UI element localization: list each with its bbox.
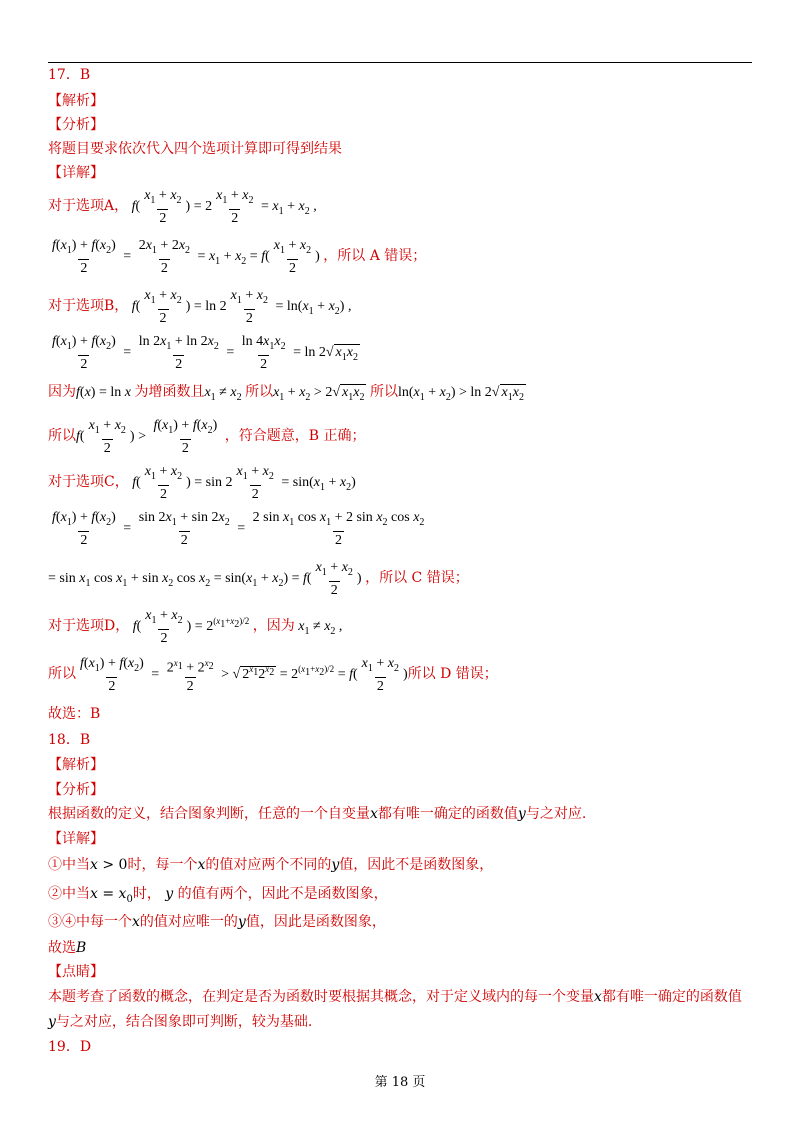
suoyi-1: 所以: [245, 384, 274, 400]
q17-choose: 故选：B: [48, 706, 101, 722]
q17-xiangjie: 【详解】: [48, 165, 104, 181]
q17-optA-line2: $\frac{f(x_1) + f(x_2)}{2}$ = $\frac{2x_1 + 2x_2}{2}$ = $x_1 + x_2 = f$( $\frac{x_1 + x_2}{2}$ ) ，所以 A 错误；: [52, 238, 427, 276]
suoyi-2: 所以: [369, 384, 398, 400]
optB-prefix: 对于选项B，: [48, 298, 129, 315]
q18-item1: ①中当x > 0时，每一个x的值对应两个不同的y值，因此不是函数图象，: [48, 857, 494, 873]
q17-fenxi-text: 将题目要求依次代入四个选项计算即可得到结果: [48, 141, 342, 157]
top-rule: [48, 62, 752, 63]
item2-a: ②中当: [48, 886, 90, 902]
q18-fenxi: 【分析】: [48, 782, 104, 798]
q17-optB-line3: 因为f(x) = ln x 为增函数且$x_1 \ne x_2$ 所以$x_1 + x_2 > 2√$ $x_1x_2$ 所以$\ln(x_1 + x_2) > \ln 2√$ $x_1x_2$: [48, 384, 524, 403]
optD-suffix: 所以 D 错误；: [407, 666, 498, 683]
item2-b: 时，: [132, 886, 161, 902]
q18-fenxi-1: 根据函数的定义，结合图象判断，任意的一个自变量: [48, 806, 370, 822]
optB-conclusion: ，符合题意，B 正确；: [224, 428, 366, 445]
suoyi-3: 所以: [48, 428, 76, 445]
page-footer: 第 18 页: [374, 1075, 426, 1090]
q18-item3: ③④中每一个x的值对应唯一的y值，因此是函数图象，: [48, 914, 386, 930]
item3-a: ③④中每一个: [48, 914, 132, 930]
q17-optB-line2: $\frac{f(x_1) + f(x_2)}{2}$ = $\frac{\ln 2x_1 + \ln 2x_2}{2}$ = $\frac{\ln 4x_1x_2}{2}$ = ln 2√ $x_1x_2$: [52, 334, 358, 372]
q17-optB-line1: 对于选项B， f( $\frac{x_1 + x_2}{2}$ ) = ln 2 $\frac{x_1 + x_2}{2}$ = $\ln(x_1 + x_2)$ ,: [48, 288, 352, 326]
item2-c: 的值有两个，因此不是函数图象，: [177, 886, 388, 902]
q18-choose-label: 故选: [48, 940, 76, 956]
optA-suffix: ，所以 A 错误；: [323, 248, 427, 265]
q18-dianjing: 【点睛】: [48, 964, 104, 980]
q17-optD-line1: 对于选项D， f( $\frac{x_1 + x_2}{2}$ ) = $2^{(x_1+x_2)/2}$ ，因为 $x_1 \ne x_2$ ,: [48, 608, 343, 646]
item1-a: ①中当: [48, 857, 90, 873]
q17-optD-line2: 所以 $\frac{f(x_1) + f(x_2)}{2}$ = $\frac{2^{x_1} + 2^{x_2}}{2}$ > √ $2^{x_1}2^{x_2} = 2^{(x_1+x_2)/2} = f$( $\frac{x_1 + x_2}{2}$ )所以 D 错误；: [48, 656, 498, 694]
item1-c: 的值对应两个不同的: [205, 857, 332, 873]
optA-prefix: 对于选项A，: [48, 198, 129, 215]
comment-3: 与之对应，结合图象即可判断，较为基础.: [55, 1014, 313, 1030]
q18-answer: 18．B: [48, 732, 91, 748]
q17-optC-line2: $\frac{f(x_1) + f(x_2)}{2}$ = $\frac{\sin 2x_1 + \sin 2x_2}{2}$ = $\frac{2 \sin x_1 \cos x_1 + 2 \sin x_2 \cos x_2}{2}$: [52, 510, 425, 548]
optC-prefix: 对于选项C，: [48, 474, 129, 491]
q18-comment-line2: y与之对应，结合图象即可判断，较为基础.: [48, 1014, 313, 1030]
comment-1: 本题考查了函数的概念，在判定是否为函数时要根据其概念，对于定义域内的每一个变量: [48, 989, 594, 1005]
q17-fenxi: 【分析】: [48, 117, 104, 133]
item3-c: 值，因此是函数图象，: [245, 914, 386, 930]
q17-jiexi: 【解析】: [48, 93, 104, 109]
q18-fenxi-2: 都有唯一确定的函数值: [377, 806, 518, 822]
q18-fenxi-text: 根据函数的定义，结合图象判断，任意的一个自变量x都有唯一确定的函数值y与之对应.: [48, 806, 587, 822]
because-label: 因为: [48, 384, 76, 400]
q18-fenxi-3: 与之对应.: [525, 806, 587, 822]
q18-xiangjie: 【详解】: [48, 831, 104, 847]
q18-item2: ②中当$x = x_0$时， y 的值有两个，因此不是函数图象，: [48, 886, 388, 905]
optD-prefix: 对于选项D，: [48, 618, 130, 635]
item3-b: 的值对应唯一的: [139, 914, 238, 930]
suoyi-4: 所以: [48, 666, 76, 683]
q18-choose: 故选B: [48, 940, 87, 956]
q18-comment-line1: 本题考查了函数的概念，在判定是否为函数时要根据其概念，对于定义域内的每一个变量x都有唯一确定的函数值: [48, 989, 742, 1005]
optC-suffix: ，所以 C 错误；: [365, 570, 469, 587]
yinwei: ，因为: [252, 618, 295, 635]
item1-b: 时，每一个: [127, 857, 198, 873]
q17-optC-line1: 对于选项C， f( $\frac{x_1 + x_2}{2}$ ) = sin 2 $\frac{x_1 + x_2}{2}$ = $\sin(x_1 + x_2)$: [48, 464, 356, 502]
comment-2: 都有唯一确定的函数值: [601, 989, 742, 1005]
q17-optC-line3: = $\sin x_1$ $\cos x_1 + \sin x_2$ $\cos x_2 = \sin(x_1 + x_2) = f$( $\frac{x_1 + x_2}{2}$ ) ，所以 C 错误；: [48, 560, 469, 598]
q19-answer: 19．D: [48, 1039, 92, 1055]
inc-text: 为增函数且: [134, 384, 205, 400]
q17-optB-line4: 所以f( $\frac{x_1 + x_2}{2}$ ) > $\frac{f(x_1) + f(x_2)}{2}$ ，符合题意，B 正确；: [48, 418, 366, 456]
q17-optA-line1: 对于选项A， f( $\frac{x_1 + x_2}{2}$ ) = 2 $\frac{x_1 + x_2}{2}$ = $x_1 + x_2$ ,: [48, 188, 317, 226]
q18-jiexi: 【解析】: [48, 757, 104, 773]
q17-answer: 17．B: [48, 67, 91, 83]
item1-d: 值，因此不是函数图象，: [339, 857, 494, 873]
